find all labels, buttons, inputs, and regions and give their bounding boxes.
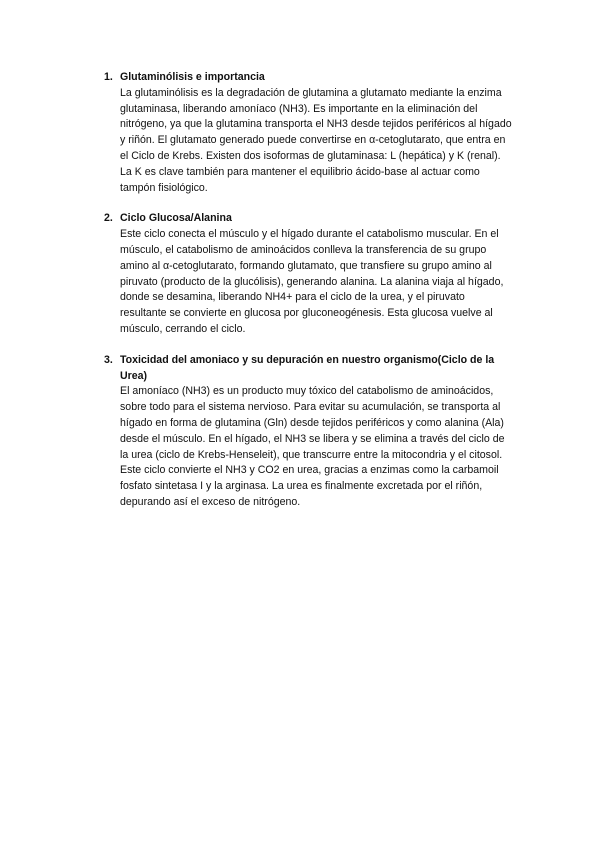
section-glutaminolisis (0, 70, 600, 196)
section-heading: Glutaminólisis e importancia (120, 71, 265, 83)
section-number: 3. (104, 353, 113, 366)
section-number: 2. (104, 212, 113, 225)
section-text: Este ciclo conecta el músculo y el hígado durante el catabolismo muscular. En el músculo, el catabolismo de aminoácidos conlleva la transferencia de su grupo amino al α-cetoglutarato, formando glutamato, que transfiere su grupo amino al piruvato (producto de la glucólisis), generando alanina. La alanina viaja al hígado, donde se desamina, liberando NH4+ para el ciclo de la urea, y el piruvato resultante se convierte en glucosa por gluconeogénesis. Esta glucosa vuelve al músculo, cerrando el ciclo. (120, 228, 504, 335)
section-ciclo-glucosa-alanina (0, 211, 600, 337)
section-number: 1. (104, 71, 113, 83)
section-heading: Toxicidad del amoniaco y su depuración en nuestro organismo(Ciclo de la Urea) (120, 353, 495, 382)
section-text: La glutaminólisis es la degradación de glutamina a glutamato mediante la enzima glutaminasa, liberando amoníaco (NH3). Es importante en la eliminación del nitrógeno, ya que la glutamina transporta el NH3 desde tejidos periféricos al hígado y riñón. El glutamato generado puede convertirse en α-cetoglutarato, que entra en el Ciclo de Krebs. Existen dos isoformas de glutaminasa: L (hepática) y K (renal). La K es clave también para mantener el equilibrio ácido-base al actuar como tampón fisiológico. (120, 86, 512, 194)
section-heading: Ciclo Glucosa/Alanina (120, 212, 232, 225)
section-text: El amoníaco (NH3) es un producto muy tóxico del catabolismo de aminoácidos, sobre todo para el sistema nervioso. Para evitar su acumulación, se transporta al hígado en forma de glutamina (Gln) desde tejidos periféricos y como alanina (Ala) desde el músculo. En el hígado, el NH3 se libera y se elimina a través del ciclo de la urea (ciclo de Krebs-Henseleit), que transcurre entre la mitocondria y el citosol. Este ciclo convierte el NH3 y CO2 en urea, gracias a enzimas como la carbamoil fosfato sintetasa I y la arginasa. La urea es finalmente excretada por el riñón, depurando así el exceso de nitrógeno. (120, 385, 505, 508)
section-toxicidad-amoniaco (0, 353, 600, 511)
section-list (0, 70, 600, 526)
